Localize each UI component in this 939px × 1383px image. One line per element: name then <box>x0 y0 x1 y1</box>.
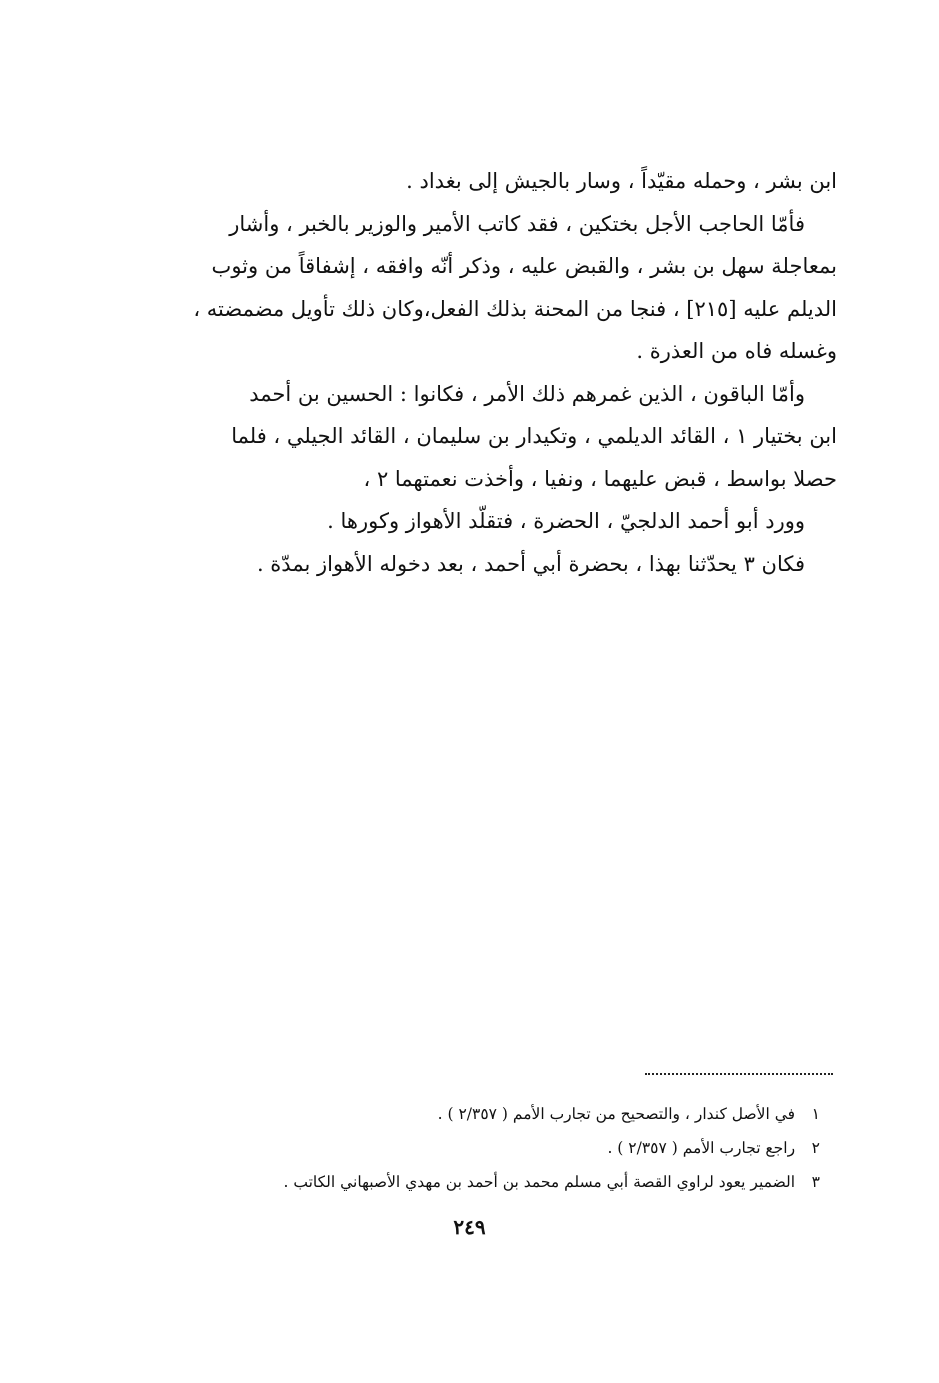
footnotes <box>200 1097 820 1199</box>
paragraph-5 <box>165 543 837 586</box>
text-line: ابن بختيار ١ ، القائد الديلمي ، وتكيدار بن سليمان ، القائد الجيلي ، فلما <box>231 424 837 448</box>
footnote-number: ١ <box>811 1105 820 1123</box>
main-text <box>165 160 837 585</box>
paragraph-3 <box>165 373 837 501</box>
footnote-text: في الأصل كندار ، والتصحيح من تجارب الأمم ( ٢/٣٥٧ ) . <box>437 1105 796 1123</box>
footnote-3 <box>200 1165 820 1199</box>
paragraph-1 <box>165 160 837 203</box>
text-line: حصلا بواسط ، قبض عليهما ، ونفيا ، وأخذت نعمتهما ٢ ، <box>363 466 837 491</box>
footnote-divider <box>645 1073 833 1075</box>
text-line: فأمّا الحاجب الأجل بختكين ، فقد كاتب الأمير والوزير بالخبر ، وأشار <box>229 211 805 236</box>
text-line: وورد أبو أحمد الدلجيّ ، الحضرة ، فتقلّد الأهواز وكورها . <box>327 509 805 533</box>
page-number: ٢٤٩ <box>453 1215 486 1239</box>
text-line: ابن بشر ، وحمله مقيّداً ، وسار بالجيش إلى بغداد . <box>406 169 837 193</box>
footnote-number: ٢ <box>811 1139 820 1157</box>
text-line: وأمّا الباقون ، الذين غمرهم ذلك الأمر ، فكانوا : الحسين بن أحمد <box>249 381 805 406</box>
paragraph-2 <box>165 203 837 373</box>
footnote-number: ٣ <box>811 1173 820 1191</box>
footnote-2 <box>200 1131 820 1165</box>
text-line: بمعاجلة سهل بن بشر ، والقبض عليه ، وذكر أنّه وافقه ، إشفاقاً من وثوب <box>211 254 837 278</box>
footnote-text: راجع تجارب الأمم ( ٢/٣٥٧ ) . <box>607 1139 796 1157</box>
paragraph-4 <box>165 500 837 543</box>
text-line: فكان ٣ يحدّثنا بهذا ، بحضرة أبي أحمد ، بعد دخوله الأهواز بمدّة . <box>256 551 805 576</box>
text-line: وغسله فاه من العذرة . <box>636 339 837 363</box>
footnote-text: الضمير يعود لراوي القصة أبي مسلم محمد بن أحمد بن مهدي الأصبهاني الكاتب . <box>283 1173 796 1191</box>
text-line: الديلم عليه [٢١٥] ، فنجا من المحنة بذلك الفعل،وكان ذلك تأويل مضمضته ، <box>193 296 837 321</box>
footnote-1 <box>200 1097 820 1131</box>
